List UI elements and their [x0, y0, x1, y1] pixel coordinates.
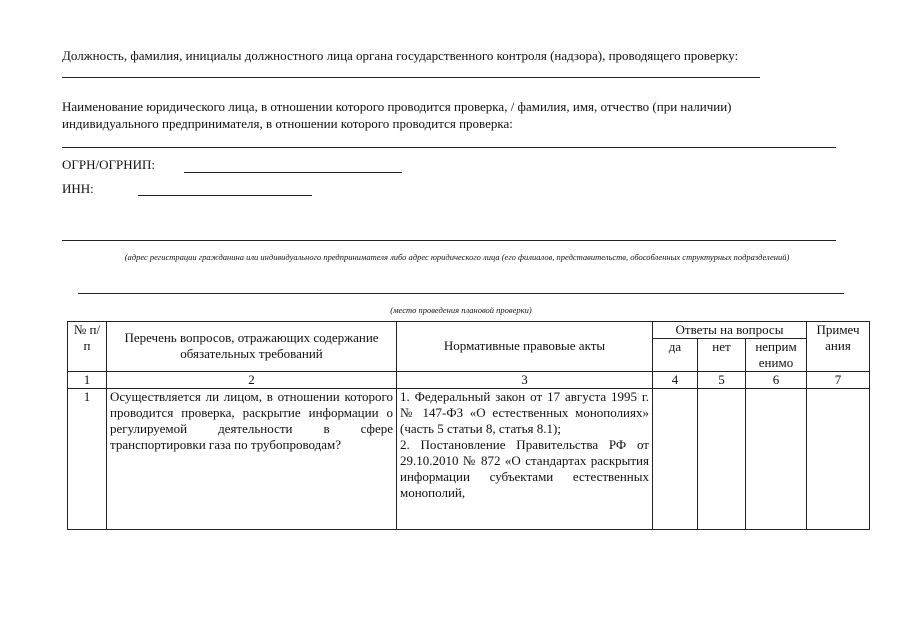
place-caption: (место проведения плановой проверки)	[390, 305, 532, 315]
address-input-line[interactable]	[62, 240, 836, 241]
col-notes-header: Примеч ания	[807, 322, 870, 372]
place-input-line[interactable]	[78, 293, 844, 294]
official-input-line[interactable]	[62, 77, 760, 78]
answer-yes-cell[interactable]	[653, 389, 698, 530]
ogrn-label: ОГРН/ОГРНИП:	[62, 157, 156, 172]
official-label: Должность, фамилия, инициалы должностного лица органа государственного контроля (надзора), проводящего проверку:	[62, 48, 739, 63]
col-na-header: неприм енимо	[746, 339, 807, 372]
col-num-header: № п/п	[68, 322, 107, 372]
index-cell: 6	[746, 372, 807, 389]
col-yes-header: да	[653, 339, 698, 372]
index-cell: 5	[698, 372, 746, 389]
col-acts-header: Нормативные правовые акты	[397, 322, 653, 372]
index-cell: 2	[107, 372, 397, 389]
row-number: 1	[68, 389, 107, 530]
index-cell: 3	[397, 372, 653, 389]
col-answers-header: Ответы на вопросы	[653, 322, 807, 339]
answer-no-cell[interactable]	[698, 389, 746, 530]
index-cell: 4	[653, 372, 698, 389]
row-question: Осуществляется ли лицом, в отношении которого проводится проверка, раскрытие информации о регулируемой деятельности в сфере транспортировки газа по трубопроводам?	[107, 389, 397, 530]
answer-na-cell[interactable]	[746, 389, 807, 530]
ogrn-input-line[interactable]	[184, 172, 402, 173]
entity-label-line2: индивидуального предпринимателя, в отношении которого проводится проверка:	[62, 116, 513, 131]
col-no-header: нет	[698, 339, 746, 372]
col-questions-header: Перечень вопросов, отражающих содержание обязательных требований	[107, 322, 397, 372]
address-caption: (адрес регистрации гражданина или индивидуального предпринимателя либо адрес юридического лица (его филиалов, представительств, обособленных структурных подразделений)	[124, 252, 790, 262]
row-act-1: 1. Федеральный закон от 17 августа 1995 г. № 147-ФЗ «О естественных монополиях» (часть 5 статьи 8, статья 8.1);	[400, 389, 649, 436]
inn-input-line[interactable]	[138, 195, 312, 196]
entity-label-line1: Наименование юридического лица, в отношении которого проводится проверка, / фамилия, имя, отчество (при наличии)	[62, 99, 732, 114]
index-cell: 1	[68, 372, 107, 389]
row-act-2: 2. Постановление Правительства РФ от 29.10.2010 № 872 «О стандартах раскрытия информации субъектами естественных монополий,	[400, 437, 649, 500]
inn-label: ИНН:	[62, 181, 94, 196]
table-index-row	[68, 372, 870, 389]
checklist-table	[67, 321, 870, 530]
notes-cell[interactable]	[807, 389, 870, 530]
entity-input-line[interactable]	[62, 147, 836, 148]
table-header-row-1	[68, 322, 870, 339]
table-row	[68, 389, 870, 530]
index-cell: 7	[807, 372, 870, 389]
row-acts	[397, 389, 653, 530]
